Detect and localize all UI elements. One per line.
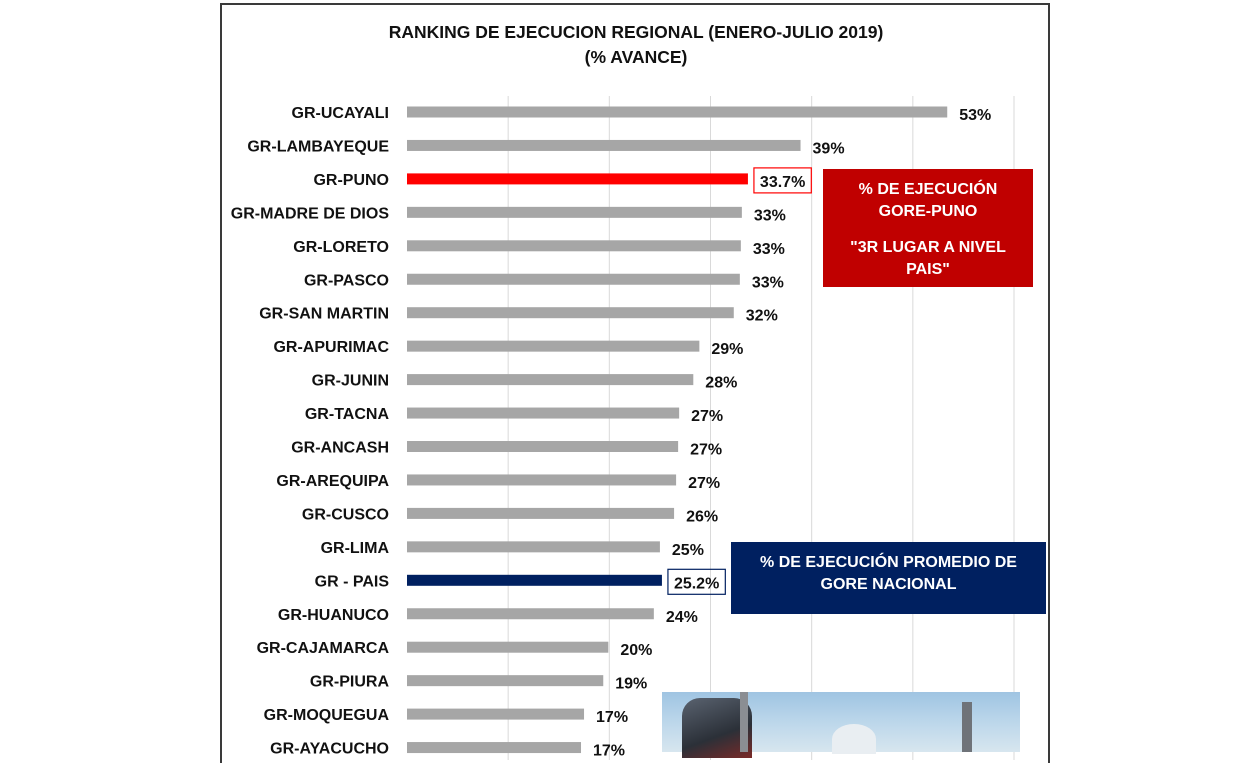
category-label: GR-LIMA [320,539,389,557]
value-label: 28% [705,374,738,392]
value-label: 26% [686,508,719,526]
category-label: GR - PAIS [314,573,389,591]
value-label: 27% [688,474,721,492]
bar [407,675,603,686]
category-label: GR-TACNA [304,406,389,424]
value-label: 17% [593,742,626,760]
category-label: GR-PUNO [313,171,389,189]
category-label: GR-LORETO [293,238,389,256]
category-label: GR-LAMBAYEQUE [247,138,389,156]
category-label: GR-SAN MARTIN [259,305,389,323]
callout-puno-line-1: % DE EJECUCIÓN [858,181,998,198]
bar [407,408,679,419]
category-label: GR-AREQUIPA [276,472,389,490]
callout-puno-line-2: GORE-PUNO [878,203,978,220]
bar [407,642,608,653]
category-label: GR-PASCO [303,272,389,290]
category-label: GR-AYACUCHO [270,740,389,758]
chart-title-line-2: (% AVANCE) [584,47,688,67]
bar [407,374,693,385]
bar [407,107,947,118]
value-label: 19% [615,675,648,693]
bar [407,307,734,318]
category-label: GR-HUANUCO [277,606,389,624]
value-label: 33% [753,207,786,225]
category-label: GR-CAJAMARCA [256,640,389,658]
category-label: GR-PIURA [309,673,389,691]
callout-puno-line-3: "3R LUGAR A NIVEL [850,239,1006,256]
bar [407,207,742,218]
bar [407,341,699,352]
bar [407,508,674,519]
value-label: 53% [959,107,992,124]
value-label: 39% [812,140,845,158]
bar [407,541,660,552]
callout-nacional-line-2: GORE NACIONAL [820,576,957,593]
bar [407,441,678,452]
value-label: 33.7% [759,173,806,191]
category-label: GR-JUNIN [311,372,389,390]
value-label: 33% [751,274,784,292]
value-label: 29% [711,341,744,359]
callout-nacional-line-1: % DE EJECUCIÓN PROMEDIO DE [760,554,1017,571]
callout-puno-line-4: PAIS" [906,261,950,278]
bar [407,274,740,285]
value-label: 17% [596,709,629,727]
category-label: GR-MOQUEGUA [263,707,389,725]
value-label: 32% [745,307,778,325]
callout-puno [823,169,1033,287]
chart-title-line-1: RANKING DE EJECUCION REGIONAL (ENERO-JULIO 2019) [388,22,884,42]
value-label: 27% [690,441,723,459]
category-label: GR-UCAYALI [291,105,389,122]
category-label: GR-ANCASH [291,439,389,457]
bar [407,474,676,485]
bar [407,742,581,753]
category-label: GR-CUSCO [301,506,389,524]
bar [407,240,741,251]
callout-nacional [731,542,1046,614]
bar [407,709,584,720]
bar [407,608,654,619]
value-label: 25.2% [673,575,720,593]
bar [407,140,801,151]
value-label: 33% [752,240,785,258]
value-label: 25% [671,541,704,559]
worker-photo [662,692,1020,752]
bar [407,575,662,586]
category-label: GR-APURIMAC [273,339,389,357]
bar [407,173,748,184]
value-label: 27% [691,408,724,426]
value-label: 20% [620,642,653,660]
value-label: 24% [665,608,698,626]
category-label: GR-MADRE DE DIOS [230,205,389,223]
